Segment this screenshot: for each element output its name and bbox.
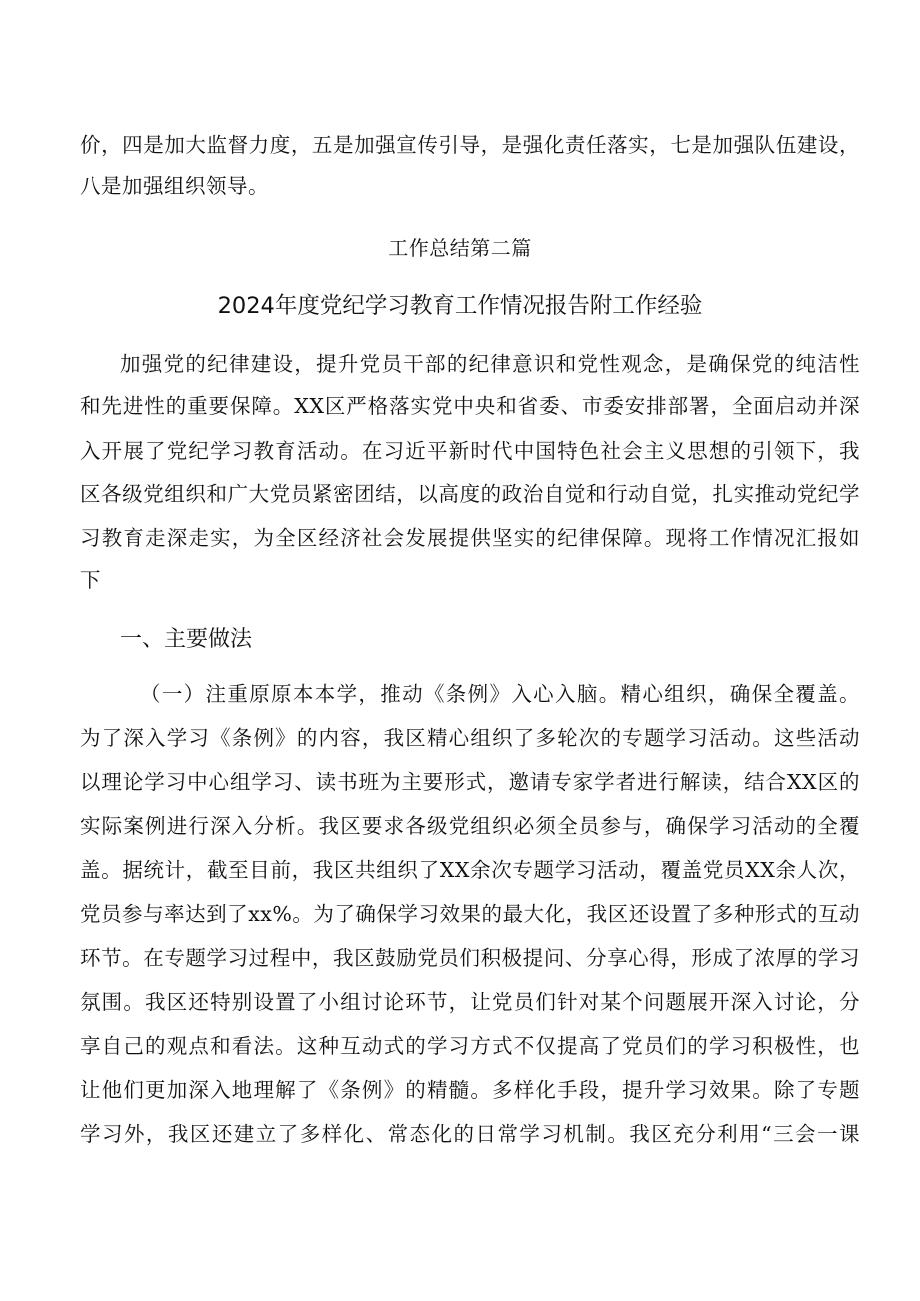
paragraph-2-line-6: 党员参与率达到了xx%。为了确保学习效果的最大化，我区还设置了多种形式的互动 [80,902,860,926]
paragraph-2-line-8: 氛围。我区还特别设置了小组讨论环节，让党员们针对某个问题展开深入讨论，分 [80,990,860,1014]
paragraph-2-line-9: 享自己的观点和看法。这种互动式的学习方式不仅提高了党员们的学习积极性，也 [80,1034,860,1058]
paragraph-2-line-4: 实际案例进行深入分析。我区要求各级党组织必须全员参与，确保学习活动的全覆 [80,814,860,838]
paragraph-2-line-10: 让他们更加深入地理解了《条例》的精髓。多样化手段，提升学习效果。除了专题 [80,1078,860,1102]
paragraph-1-line-6: 下 [80,568,101,592]
paragraph-1-line-3: 入开展了党纪学习教育活动。在习近平新时代中国特色社会主义思想的引领下，我 [80,439,860,463]
paragraph-1-line-2: 和先进性的重要保障。XX区严格落实党中央和省委、市委安排部署，全面启动并深 [80,394,860,418]
paragraph-2-line-5: 盖。据统计，截至目前，我区共组织了XX余次专题学习活动，覆盖党员XX余人次， [80,858,860,882]
document-title: 2024年度党纪学习教育工作情况报告附工作经验 [217,293,703,319]
paragraph-1-line-4: 区各级党组织和广大党员紧密团结，以高度的政治自觉和行动自觉，扎实推动党纪学 [80,482,860,506]
paragraph-2-line-1: （一）注重原原本本学，推动《条例》入心入脑。精心组织，确保全覆盖。 [140,682,860,706]
intro-line-1: 价，四是加大监督力度，五是加强宣传引导，是强化责任落实，七是加强队伍建设， [80,133,860,157]
paragraph-2-line-3: 以理论学习中心组学习、读书班为主要形式，邀请专家学者进行解读，结合XX区的 [80,770,860,794]
paragraph-2-line-11: 学习外，我区还建立了多样化、常态化的日常学习机制。我区充分利用“三会一课 [80,1122,860,1146]
paragraph-2-line-2: 为了深入学习《条例》的内容，我区精心组织了多轮次的专题学习活动。这些活动 [80,726,860,750]
section-subtitle: 工作总结第二篇 [388,236,532,260]
paragraph-2-line-7: 环节。在专题学习过程中，我区鼓励党员们积极提问、分享心得，形成了浓厚的学习 [80,946,860,970]
intro-line-2: 八是加强组织领导。 [80,174,269,198]
paragraph-1-line-5: 习教育走深走实，为全区经济社会发展提供坚实的纪律保障。现将工作情况汇报如 [80,526,860,550]
section-heading-main-practices: 一、主要做法 [120,627,253,652]
paragraph-1-line-1: 加强党的纪律建设，提升党员干部的纪律意识和党性观念，是确保党的纯洁性 [120,352,860,376]
